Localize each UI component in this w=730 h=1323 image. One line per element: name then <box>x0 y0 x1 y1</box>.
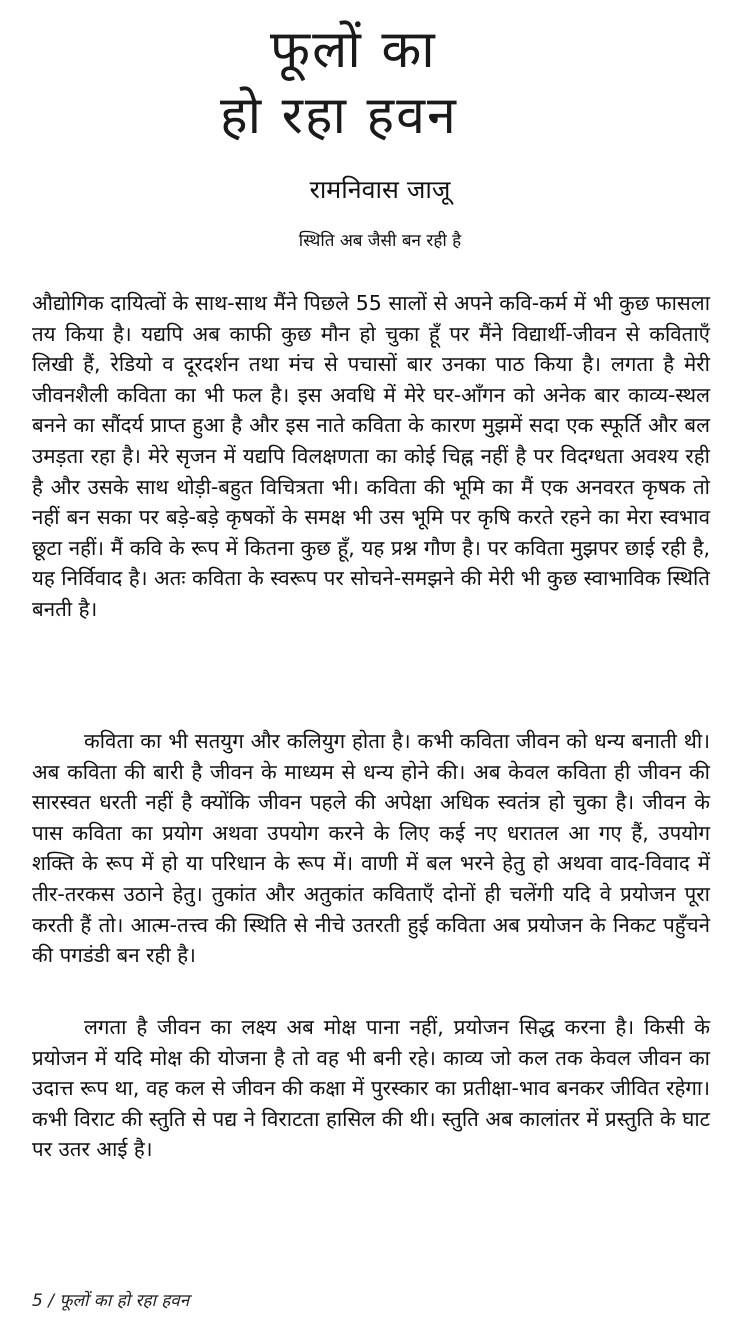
page-title-line-1: फूलों का <box>270 20 437 80</box>
chapter-subtitle: स्थिति अब जैसी बन रही है <box>298 231 462 251</box>
author-name: रामनिवास जाजू <box>309 175 451 204</box>
body-paragraph-1: औद्योगिक दायित्वों के साथ-साथ मैंने पिछले 55 सालों से अपने कवि-कर्म में भी कुछ फासला तय किया है। यद्यपि अब काफी कुछ मौन हो चुका हूँ पर मैंने विद्यार्थी-जीवन से कविताएँ लिखी हैं, रेडियो व दूरदर्शन तथा मंच से पचासों बार उनका पाठ किया है। लगता है मेरी जीवनशैली कविता का भी फल है। इस अवधि में मेरे घर-आँगन को अनेक बार काव्य-स्थल बनने का सौंदर्य प्राप्त हुआ है और इस नाते कविता के कारण मुझमें सदा एक स्फूर्ति और बल उमड़ता रहा है। मेरे सृजन में यद्यपि विलक्षणता का कोई चिह्न नहीं है पर विदग्धता अवश्य रही है और उसके साथ थोड़ी-बहुत विचित्रता भी। कविता की भूमि का मैं एक अनवरत कृषक तो नहीं बन सका पर बड़े-बड़े कृषकों के समक्ष भी उस भूमि पर कृषि करते रहने का मेरा स्वभाव छूटा नहीं। मैं कवि के रूप में कितना कुछ हूँ, यह प्रश्न गौण है। पर कविता मुझपर छाई रही है, यह निर्विवाद है। अतः कविता के स्वरूप पर सोचने-समझने की मेरी भी कुछ स्वाभाविक स्थिति बनती है। <box>32 291 710 621</box>
page-title-line-2: हो रहा हवन <box>220 86 458 146</box>
page-footer: 5 / फूलों का हो रहा हवन <box>32 1291 190 1311</box>
body-paragraph-2: कविता का भी सतयुग और कलियुग होता है। कभी कविता जीवन को धन्य बनाती थी। अब कविता की बारी है जीवन के माध्यम से धन्य होने की। अब केवल कविता ही जीवन की सारस्वत धरती नहीं है क्योंकि जीवन पहले की अपेक्षा अधिक स्वतंत्र हो चुका है। जीवन के पास कविता का प्रयोग अथवा उपयोग करने के लिए कई नए धरातल आ गए हैं, उपयोग शक्ति के रूप में हो या परिधान के रूप में। वाणी में बल भरने हेतु हो अथवा वाद-विवाद में तीर-तरकस उठाने हेतु। तुकांत और अतुकांत कविताएँ दोनों ही चलेंगी यदि वे प्रयोजन पूरा करती हैं तो। आत्म-तत्त्व की स्थिति से नीचे उतरती हुई कविता अब प्रयोजन के निकट पहुँचने की पगडंडी बन रही है। <box>32 729 710 968</box>
body-paragraph-3: लगता है जीवन का लक्ष्य अब मोक्ष पाना नहीं, प्रयोजन सिद्ध करना है। किसी के प्रयोजन में यदि मोक्ष की योजना है तो वह भी बनी रहे। काव्य जो कल तक केवल जीवन का उदात्त रूप था, वह कल से जीवन की कक्षा में पुरस्कार का प्रतीक्षा-भाव बनकर जीवित रहेगा। कभी विराट की स्तुति से पद्य ने विराटता हासिल की थी। स्तुति अब कालांतर में प्रस्तुति के घाट पर उतर आई है। <box>32 1015 710 1162</box>
